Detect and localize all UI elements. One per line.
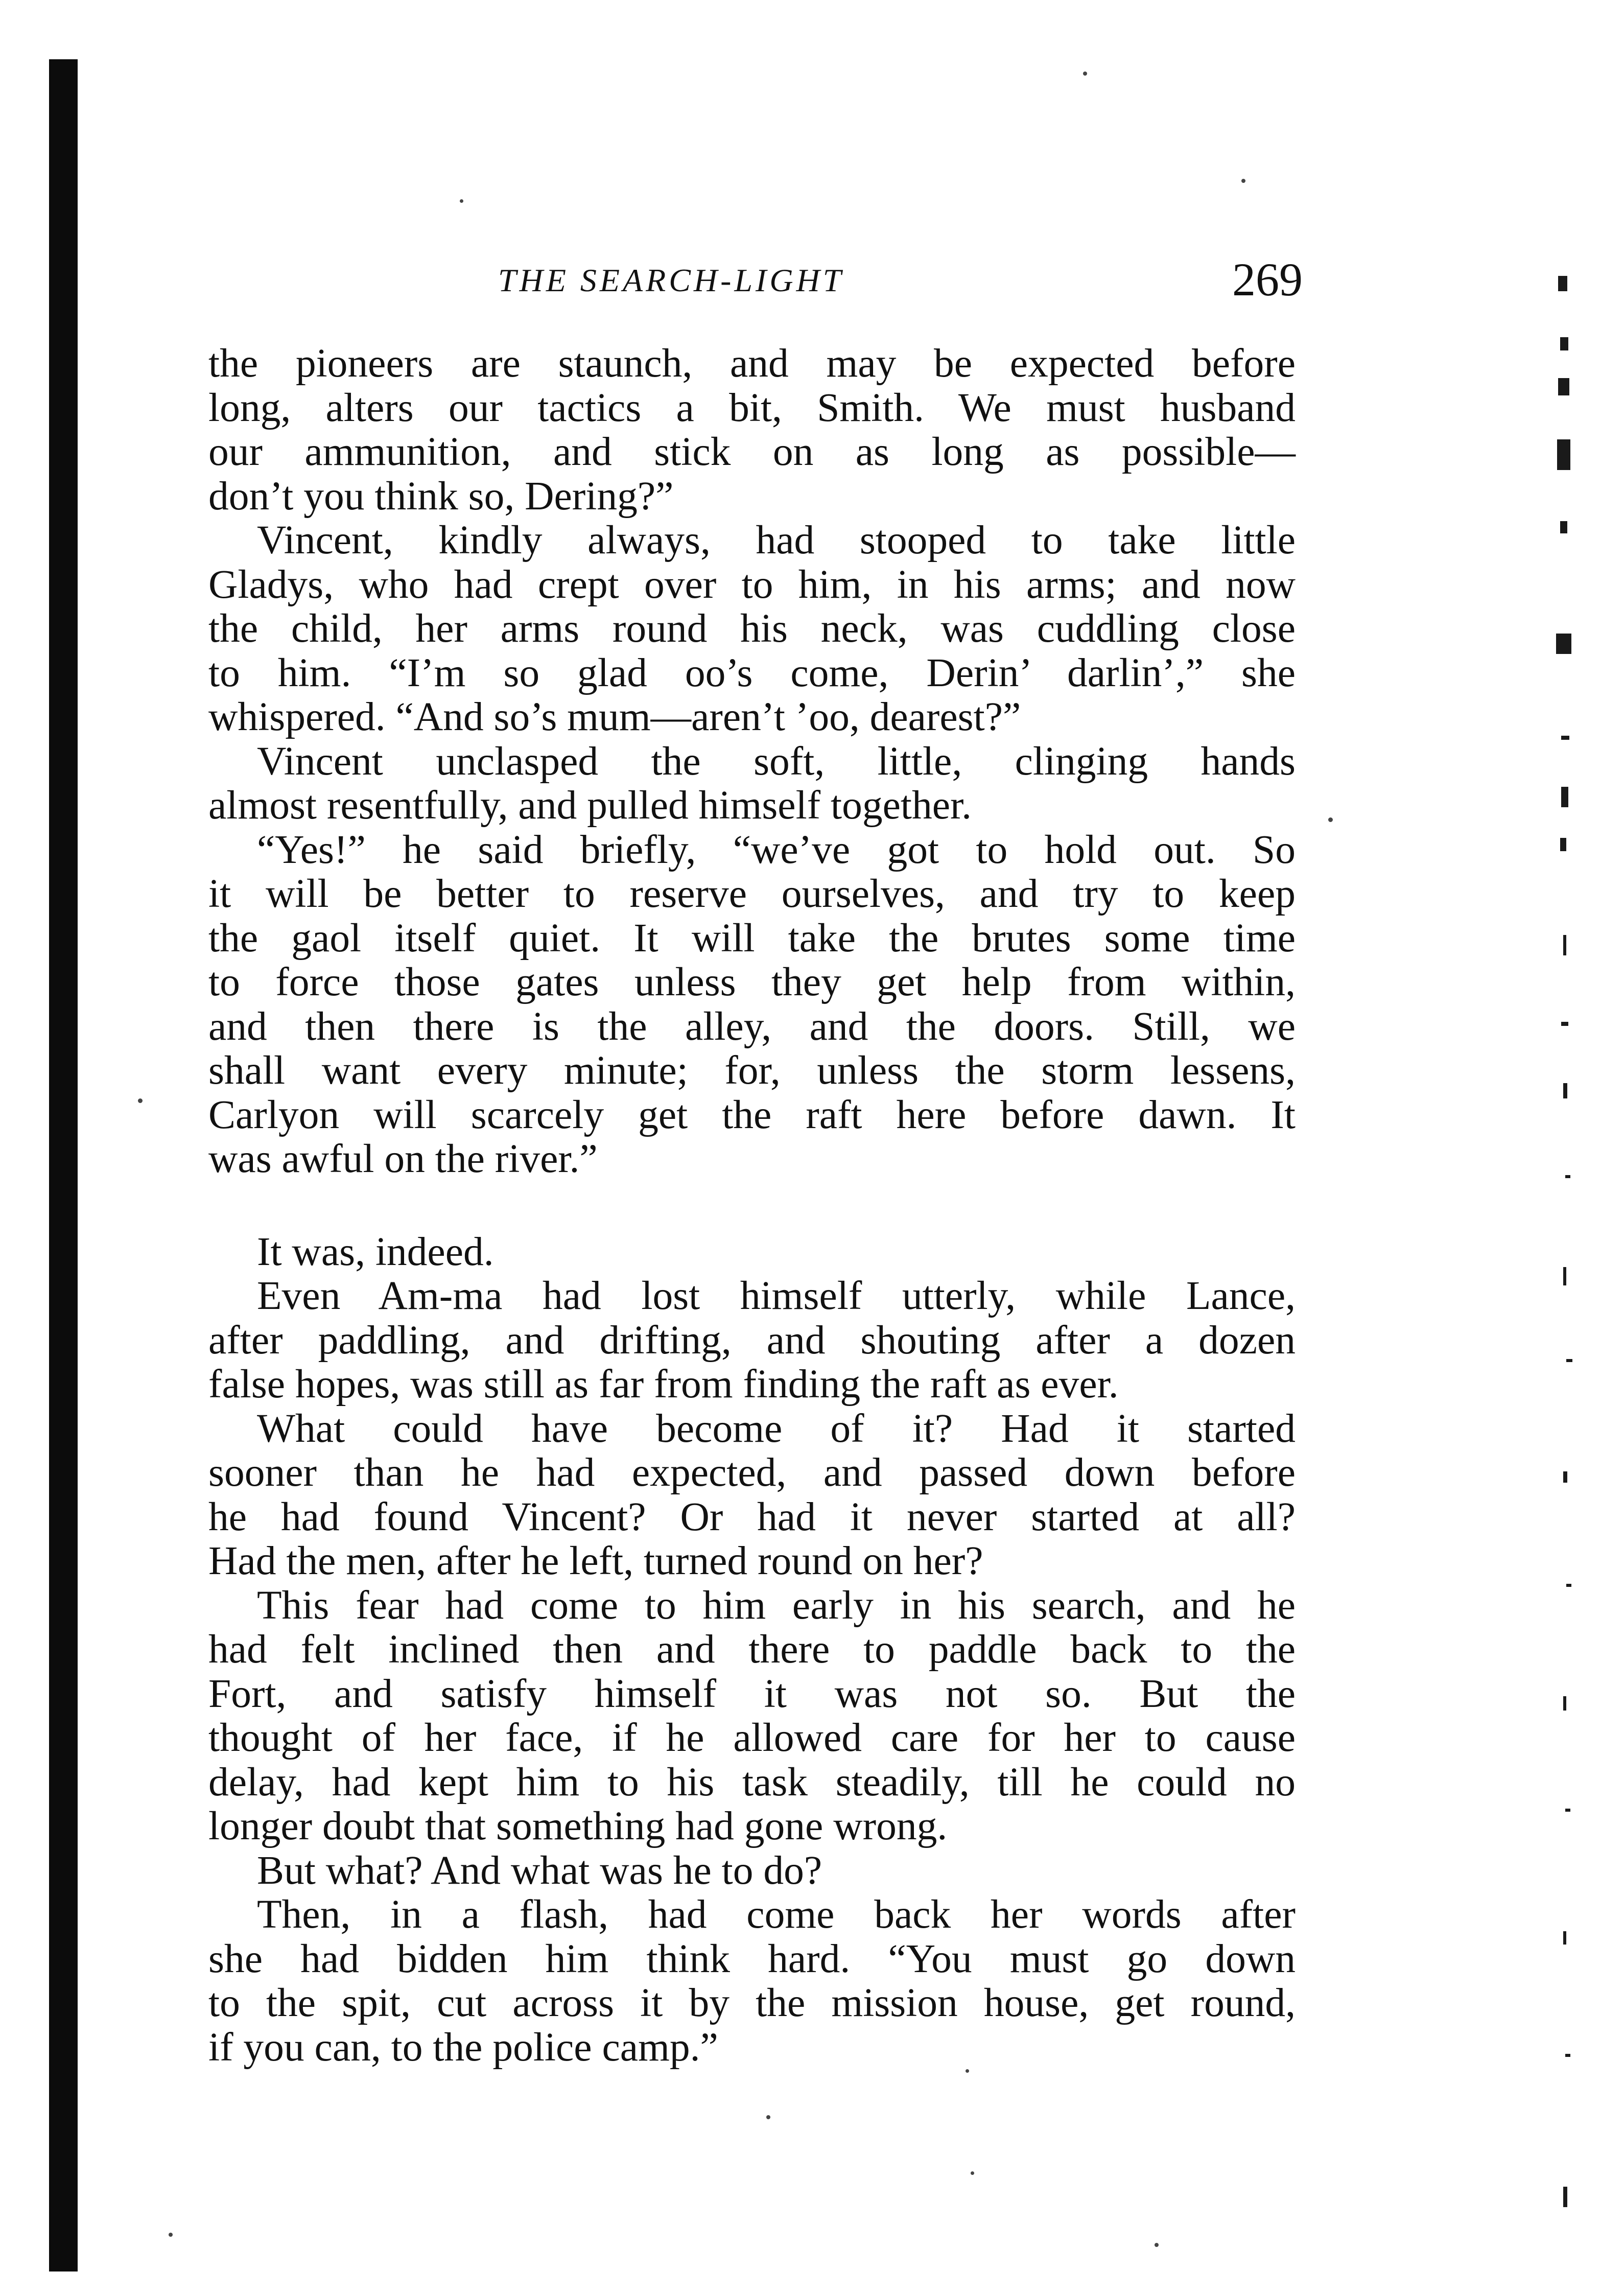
text-line: It was, indeed. <box>257 1229 494 1274</box>
text-line: to him. “I’m so glad oo’s come, Derin’ darlin’,” she <box>208 650 1296 695</box>
text-line: “Yes!” he said briefly, “we’ve got to hold out. So <box>257 827 1296 872</box>
text-line: our ammunition, and stick on as long as possible— <box>208 429 1296 474</box>
text-line: don’t you think so, Dering?” <box>208 473 674 519</box>
text-line: This fear had come to him early in his search, and he <box>257 1582 1296 1628</box>
text-line: to force those gates unless they get help from within, <box>208 959 1296 1004</box>
text-line: longer doubt that something had gone wrong. <box>208 1804 948 1848</box>
text-line: and then there is the alley, and the doors. Still, we <box>208 1003 1296 1049</box>
page-speck <box>766 2115 770 2119</box>
page-header <box>204 250 1303 317</box>
running-head: THE SEARCH-LIGHT <box>498 262 844 298</box>
text-line: she had bidden him think hard. “You must go down <box>208 1936 1296 1981</box>
text-line: it will be better to reserve ourselves, and try to keep <box>208 871 1296 916</box>
text-line: almost resentfully, and pulled himself together. <box>208 783 972 828</box>
page-speck <box>138 1098 143 1103</box>
page-speck <box>971 2171 974 2175</box>
text-line: false hopes, was still as far from finding the raft as ever. <box>208 1362 1119 1407</box>
text-line: the pioneers are staunch, and may be expected before <box>208 341 1296 386</box>
text-line: Fort, and satisfy himself it was not so. But the <box>208 1671 1296 1716</box>
binding-shadow <box>49 59 78 2271</box>
text-line: the child, her arms round his neck, was cuddling close <box>208 606 1296 651</box>
page-speck <box>460 199 463 203</box>
text-line: was awful on the river.” <box>208 1136 598 1181</box>
text-line: thought of her face, if he allowed care for her to cause <box>208 1715 1296 1760</box>
text-line: But what? And what was he to do? <box>257 1847 822 1893</box>
text-line: What could have become of it? Had it started <box>257 1406 1296 1451</box>
page-number: 269 <box>1232 253 1303 306</box>
text-line: had felt inclined then and there to paddle back to the <box>208 1627 1296 1672</box>
text-line: Even Am-ma had lost himself utterly, while Lance, <box>257 1273 1296 1318</box>
text-line: Had the men, after he left, turned round on her? <box>208 1538 983 1583</box>
page-speck <box>1083 72 1087 76</box>
text-line: Carlyon will scarcely get the raft here before dawn. It <box>208 1092 1296 1137</box>
text-line: the gaol itself quiet. It will take the brutes some time <box>208 915 1296 961</box>
text-line: delay, had kept him to his task steadily, till he could no <box>208 1759 1296 1805</box>
text-line: Gladys, who had crept over to him, in his arms; and now <box>208 561 1296 607</box>
page-speck <box>1155 2243 1159 2247</box>
bleed-through-marks <box>1543 255 1589 2248</box>
page-speck <box>169 2233 173 2237</box>
body-text <box>208 341 1296 2069</box>
text-line: to the spit, cut across it by the mission house, get round, <box>208 1980 1296 2025</box>
text-line: if you can, to the police camp.” <box>208 2024 718 2070</box>
page-speck <box>966 2069 969 2073</box>
text-line: Then, in a flash, had come back her words after <box>257 1892 1296 1937</box>
text-line: Vincent, kindly always, had stooped to take little <box>257 518 1296 563</box>
text-line: whispered. “And so’s mum—aren’t ’oo, dearest?” <box>208 694 1021 739</box>
text-line: sooner than he had expected, and passed down before <box>208 1450 1296 1495</box>
text-line: he had found Vincent? Or had it never started at all? <box>208 1494 1296 1539</box>
text-line: long, alters our tactics a bit, Smith. We must husband <box>208 385 1296 430</box>
page-speck <box>1241 179 1245 183</box>
text-line: Vincent unclasped the soft, little, clinging hands <box>257 738 1296 784</box>
text-line: after paddling, and drifting, and shouting after a dozen <box>208 1317 1296 1363</box>
page-speck <box>1328 817 1333 822</box>
text-line: shall want every minute; for, unless the storm lessens, <box>208 1048 1296 1093</box>
